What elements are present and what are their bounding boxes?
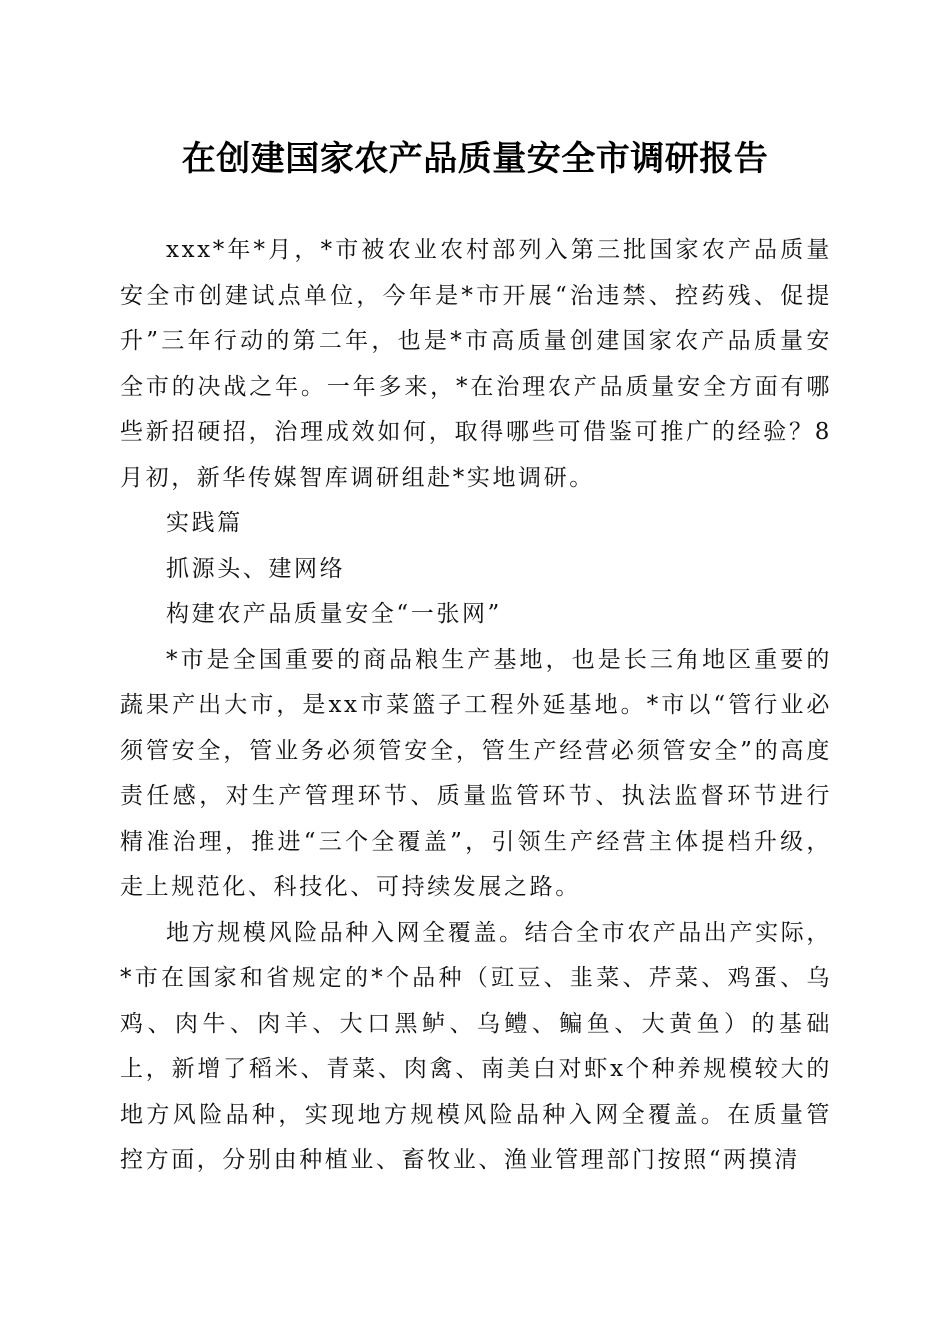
document-title: 在创建国家农产品质量安全市调研报告 bbox=[181, 139, 769, 179]
paragraph-intro: xxx*年*月，*市被农业农村部列入第三批国家农产品质量安全市创建试点单位，今年是*市开展“治违禁、控药残、促提升”三年行动的第二年，也是*市高质量创建国家农产品质量安全市的决战之年。一年多来，*在治理农产品质量安全方面有哪些新招硬招，治理成效如何，取得哪些可借鉴可推广的经验？8月初，新华传媒智库调研组赴*实地调研。 bbox=[120, 237, 832, 491]
paragraph-risk-varieties: 地方规模风险品种入网全覆盖。结合全市农产品出产实际，*市在国家和省规定的*个品种（豇豆、韭菜、芹菜、鸡蛋、乌鸡、肉牛、肉羊、大口黑鲈、乌鳢、鳊鱼、大黄鱼）的基础上，新增了稻米、青菜、肉禽、南美白对虾x个种养规模较大的地方风险品种，实现地方规模风险品种入网全覆盖。在质量管控方面，分别由种植业、畜牧业、渔业管理部门按照“两摸清 bbox=[120, 919, 832, 1173]
paragraph-city-overview: *市是全国重要的商品粮生产基地，也是长三角地区重要的蔬果产出大市，是xx市菜篮子工程外延基地。*市以“管行业必须管安全，管业务必须管安全，管生产经营必须管安全”的高度责任感，对生产管理环节、质量监管环节、执法监督环节进行精准治理，推进“三个全覆盖”，引领生产经营主体提档升级，走上规范化、科技化、可持续发展之路。 bbox=[120, 646, 832, 900]
subheading-one-network: 构建农产品质量安全“一张网” bbox=[166, 601, 502, 627]
document-body bbox=[120, 228, 832, 1184]
subheading-source-network: 抓源头、建网络 bbox=[166, 555, 346, 582]
section-heading-practice: 实践篇 bbox=[166, 510, 243, 536]
